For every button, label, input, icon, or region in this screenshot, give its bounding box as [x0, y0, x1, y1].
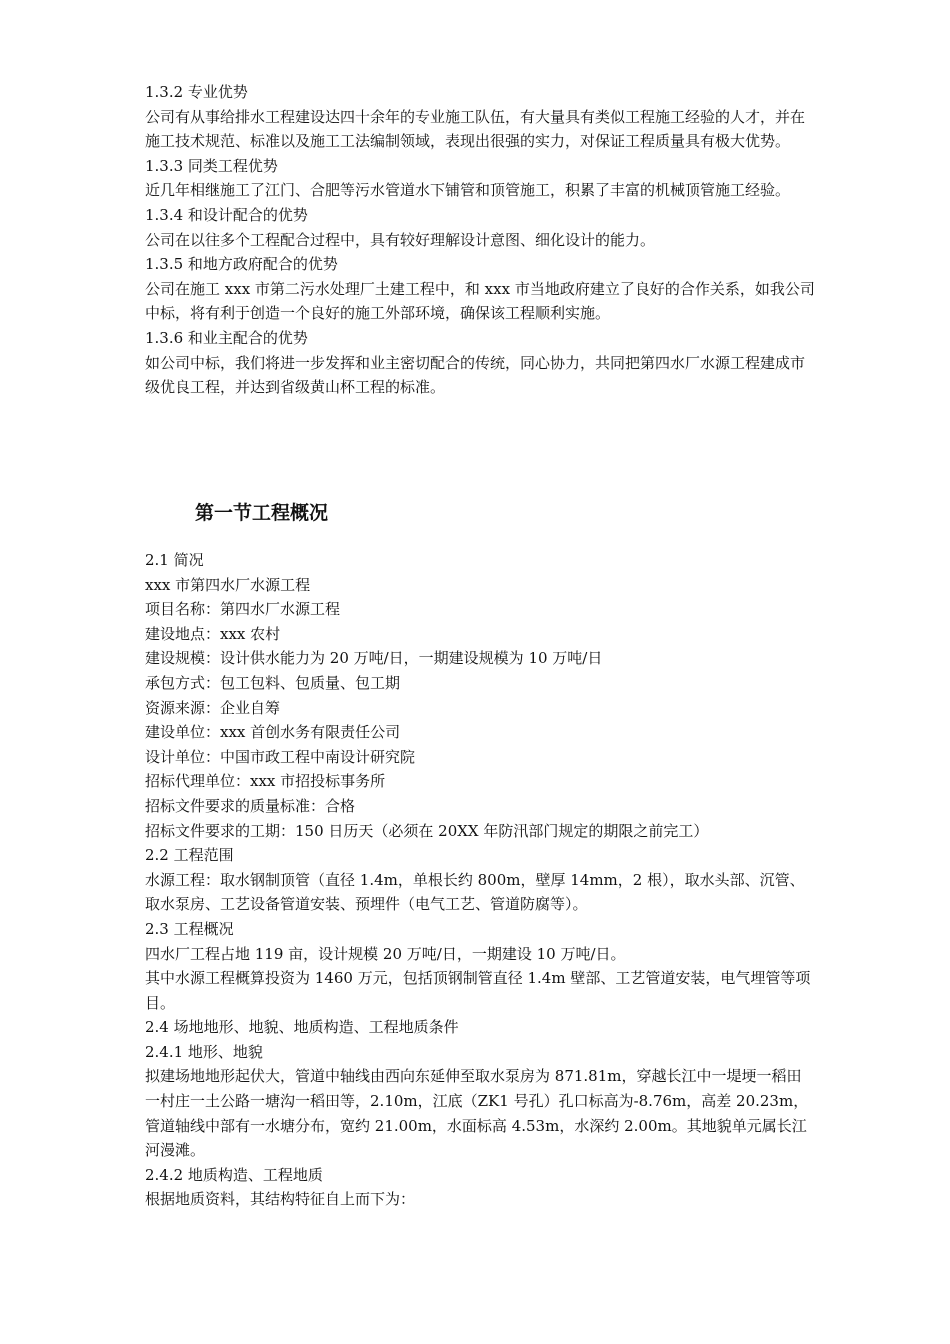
quality-standard: 招标文件要求的质量标准：合格: [145, 796, 356, 815]
subheading-2-1: 2.1 简况: [145, 551, 204, 569]
paragraph-scope: 水源工程：取水钢制顶管（直径 1.4m，单根长约 800m，壁厚 14mm，2 根），取水头部、沉管、取水泵房、工艺设备管道安装、预埋件（电气工艺、管道防腐等）。: [145, 870, 805, 914]
paragraph-owner-cooperation: 如公司中标，我们将进一步发挥和业主密切配合的传统，同心协力，共同把第四水厂水源工程建成市级优良工程，并达到省级黄山杯工程的标准。: [145, 353, 806, 397]
subheading-2-4: 2.4 场地地形、地貌、地质构造、工程地质条件: [145, 1018, 459, 1037]
bidding-agent: 招标代理单位：xxx 市招投标事务所: [145, 772, 386, 791]
subheading-1-3-5: 1.3.5 和地方政府配合的优势: [145, 255, 338, 274]
advantages-section: [145, 80, 815, 400]
section-title: 第一节工程概况: [195, 502, 329, 524]
project-overview-section: [145, 548, 815, 1212]
construction-site: 建设地点：xxx 农村: [145, 624, 281, 643]
contract-method: 承包方式：包工包料、包质量、包工期: [145, 673, 401, 692]
design-unit: 设计单位：中国市政工程中南设计研究院: [145, 747, 416, 766]
subheading-1-3-4: 1.3.4 和设计配合的优势: [145, 205, 308, 224]
paragraph-government-cooperation: 公司在施工 xxx 市第二污水处理厂土建工程中，和 xxx 市当地政府建立了良好的合作关系，如我公司中标，将有利于创造一个良好的施工外部环境，确保该工程顺利实施。: [145, 279, 815, 323]
paragraph-geology-intro: 根据地质资料，其结构特征自上而下为：: [145, 1190, 416, 1209]
project-line: xxx 市第四水厂水源工程: [145, 575, 311, 594]
subheading-2-4-2: 2.4.2 地质构造、工程地质: [145, 1165, 323, 1184]
funding-source: 资源来源：企业自筹: [145, 698, 281, 717]
subheading-2-2: 2.2 工程范围: [145, 846, 234, 865]
paragraph-terrain: 拟建场地地形起伏大，管道中轴线由西向东延伸至取水泵房为 871.81m，穿越长江中一堤埂一稻田一村庄一土公路一塘沟一稻田等，2.10m，江底（ZK1 号孔）孔口标高为-8.76m，高差 20.23m，管道轴线中部有一水塘分布，宽约 21.00m，水面标高 4.53m，水深约 2.00m。其地貌单元属长江河漫滩。: [145, 1067, 809, 1160]
paragraph-land-area: 四水厂工程占地 119 亩，设计规模 20 万吨/日，一期建设 10 万吨/日。: [145, 944, 626, 963]
project-name: 项目名称：第四水厂水源工程: [145, 600, 341, 619]
construction-scale: 建设规模：设计供水能力为 20 万吨/日，一期建设规模为 10 万吨/日: [145, 649, 603, 668]
construction-period: 招标文件要求的工期：150 日历天（必须在 20XX 年防汛部门规定的期限之前完工）: [145, 821, 709, 840]
subheading-1-3-3: 1.3.3 同类工程优势: [145, 156, 278, 175]
subheading-1-3-2: 1.3.2 专业优势: [145, 83, 248, 101]
subheading-1-3-6: 1.3.6 和业主配合的优势: [145, 328, 308, 347]
paragraph-investment: 其中水源工程概算投资为 1460 万元，包括顶钢制管直径 1.4m 壁部、工艺管道安装，电气埋管等项目。: [145, 969, 811, 1012]
paragraph-professional-advantage: 公司有从事给排水工程建设达四十余年的专业施工队伍，有大量具有类似工程施工经验的人才，并在施工技术规范、标准以及施工工法编制领域，表现出很强的实力，对保证工程质量具有极大优势。: [145, 107, 806, 151]
construction-unit: 建设单位：xxx 首创水务有限责任公司: [145, 723, 401, 742]
paragraph-similar-projects: 近几年相继施工了江门、合肥等污水管道水下铺管和顶管施工，积累了丰富的机械顶管施工经验。: [145, 181, 791, 200]
subheading-2-3: 2.3 工程概况: [145, 919, 234, 938]
subheading-2-4-1: 2.4.1 地形、地貌: [145, 1042, 263, 1061]
paragraph-design-cooperation: 公司在以往多个工程配合过程中，具有较好理解设计意图、细化设计的能力。: [145, 230, 656, 249]
